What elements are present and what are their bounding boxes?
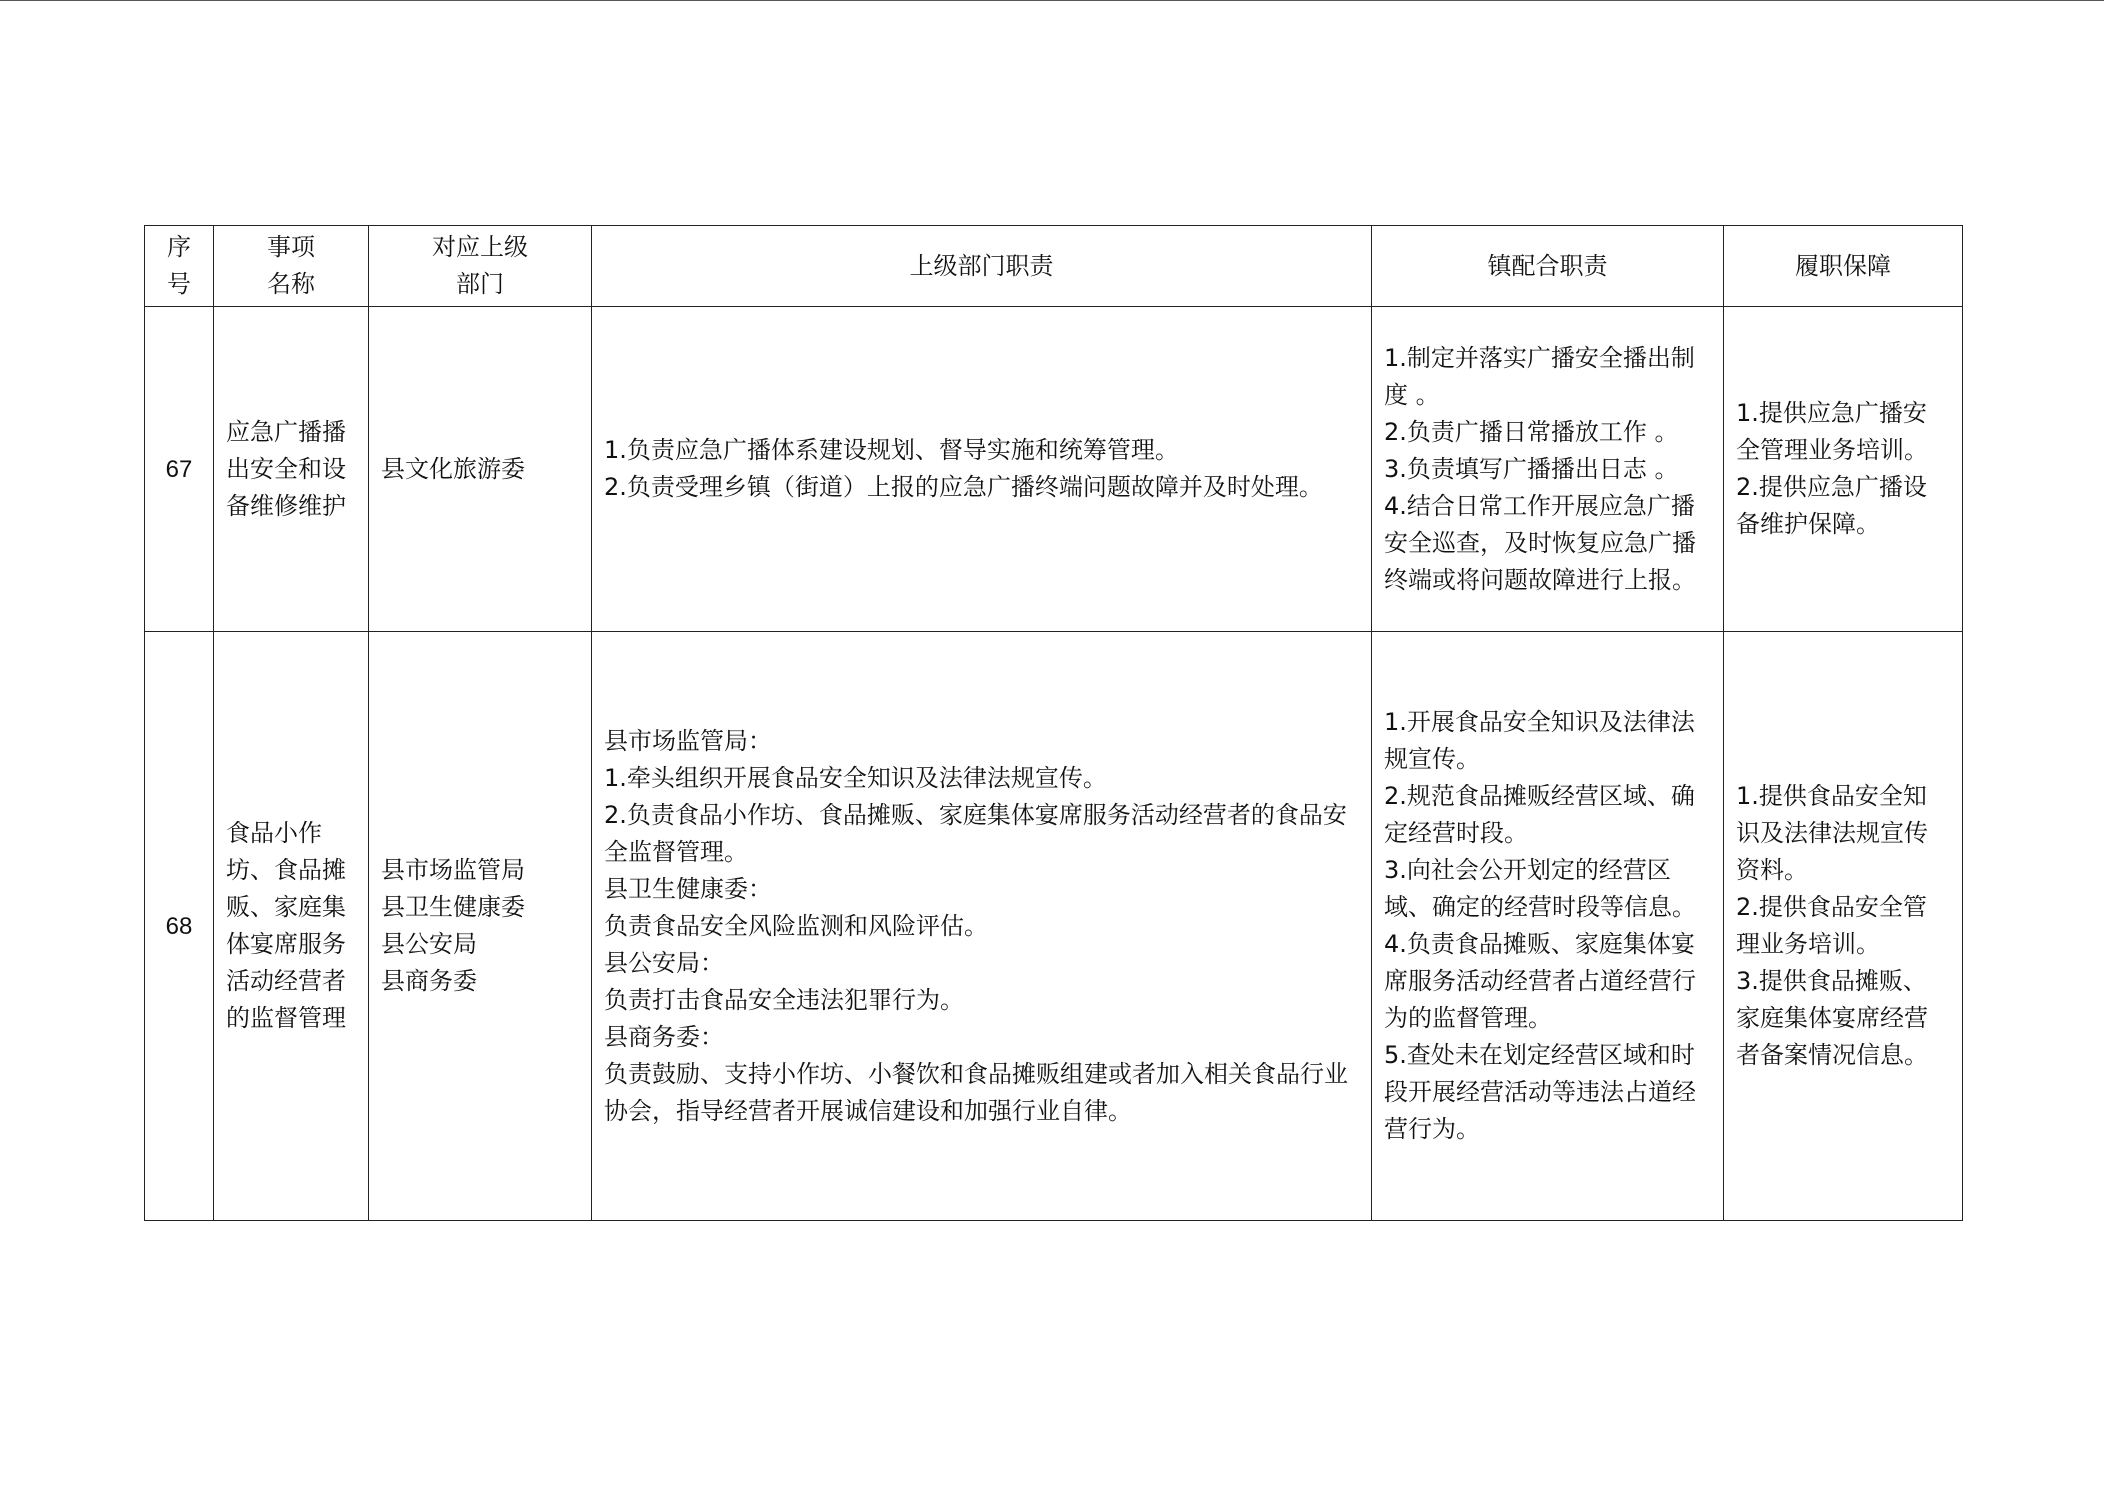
row-superior-duties: 1.负责应急广播体系建设规划、督导实施和统筹管理。 2.负责受理乡镇（街道）上报的应急广播终端问题故障并及时处理。 [592,307,1372,632]
row-seq: 67 [145,307,214,632]
table-body [145,307,1963,1221]
row-item-name: 食品小作坊、食品摊贩、家庭集体宴席服务活动经营者的监督管理 [214,632,369,1221]
table-row [145,307,1963,632]
header-guarantee: 履职保障 [1724,226,1963,307]
row-town-duties: 1.制定并落实广播安全播出制度 。 2.负责广播日常播放工作 。 3.负责填写广播播出日志 。 4.结合日常工作开展应急广播安全巡查，及时恢复应急广播终端或将问题故障进行上报。 [1372,307,1724,632]
header-town-duties: 镇配合职责 [1372,226,1724,307]
row-guarantee: 1.提供应急广播安全管理业务培训。 2.提供应急广播设备维护保障。 [1724,307,1963,632]
page-top-rule [0,0,2104,1]
row-guarantee: 1.提供食品安全知识及法律法规宣传资料。 2.提供食品安全管理业务培训。 3.提供食品摊贩、家庭集体宴席经营者备案情况信息。 [1724,632,1963,1221]
row-town-duties: 1.开展食品安全知识及法律法规宣传。 2.规范食品摊贩经营区域、确定经营时段。 3.向社会公开划定的经营区域、确定的经营时段等信息。 4.负责食品摊贩、家庭集体宴席服务活动经营者占道经营行为的监督管理。 5.查处未在划定经营区域和时段开展经营活动等违法占道经营行为。 [1372,632,1724,1221]
row-superior-dept: 县文化旅游委 [369,307,592,632]
row-item-name: 应急广播播出安全和设备维修维护 [214,307,369,632]
header-row [145,226,1963,307]
row-superior-dept: 县市场监管局 县卫生健康委 县公安局 县商务委 [369,632,592,1221]
header-item-name: 事项 名称 [214,226,369,307]
header-superior-dept: 对应上级 部门 [369,226,592,307]
table-header [145,226,1963,307]
header-superior-duties: 上级部门职责 [592,226,1372,307]
duty-table [144,225,1963,1221]
row-superior-duties: 县市场监管局： 1.牵头组织开展食品安全知识及法律法规宣传。 2.负责食品小作坊、食品摊贩、家庭集体宴席服务活动经营者的食品安全监督管理。 县卫生健康委： 负责食品安全风险监测和风险评估。 县公安局： 负责打击食品安全违法犯罪行为。 县商务委： 负责鼓励、支持小作坊、小餐饮和食品摊贩组建或者加入相关食品行业协会，指导经营者开展诚信建设和加强行业自律。 [592,632,1372,1221]
row-seq: 68 [145,632,214,1221]
header-seq: 序 号 [145,226,214,307]
table-row [145,632,1963,1221]
